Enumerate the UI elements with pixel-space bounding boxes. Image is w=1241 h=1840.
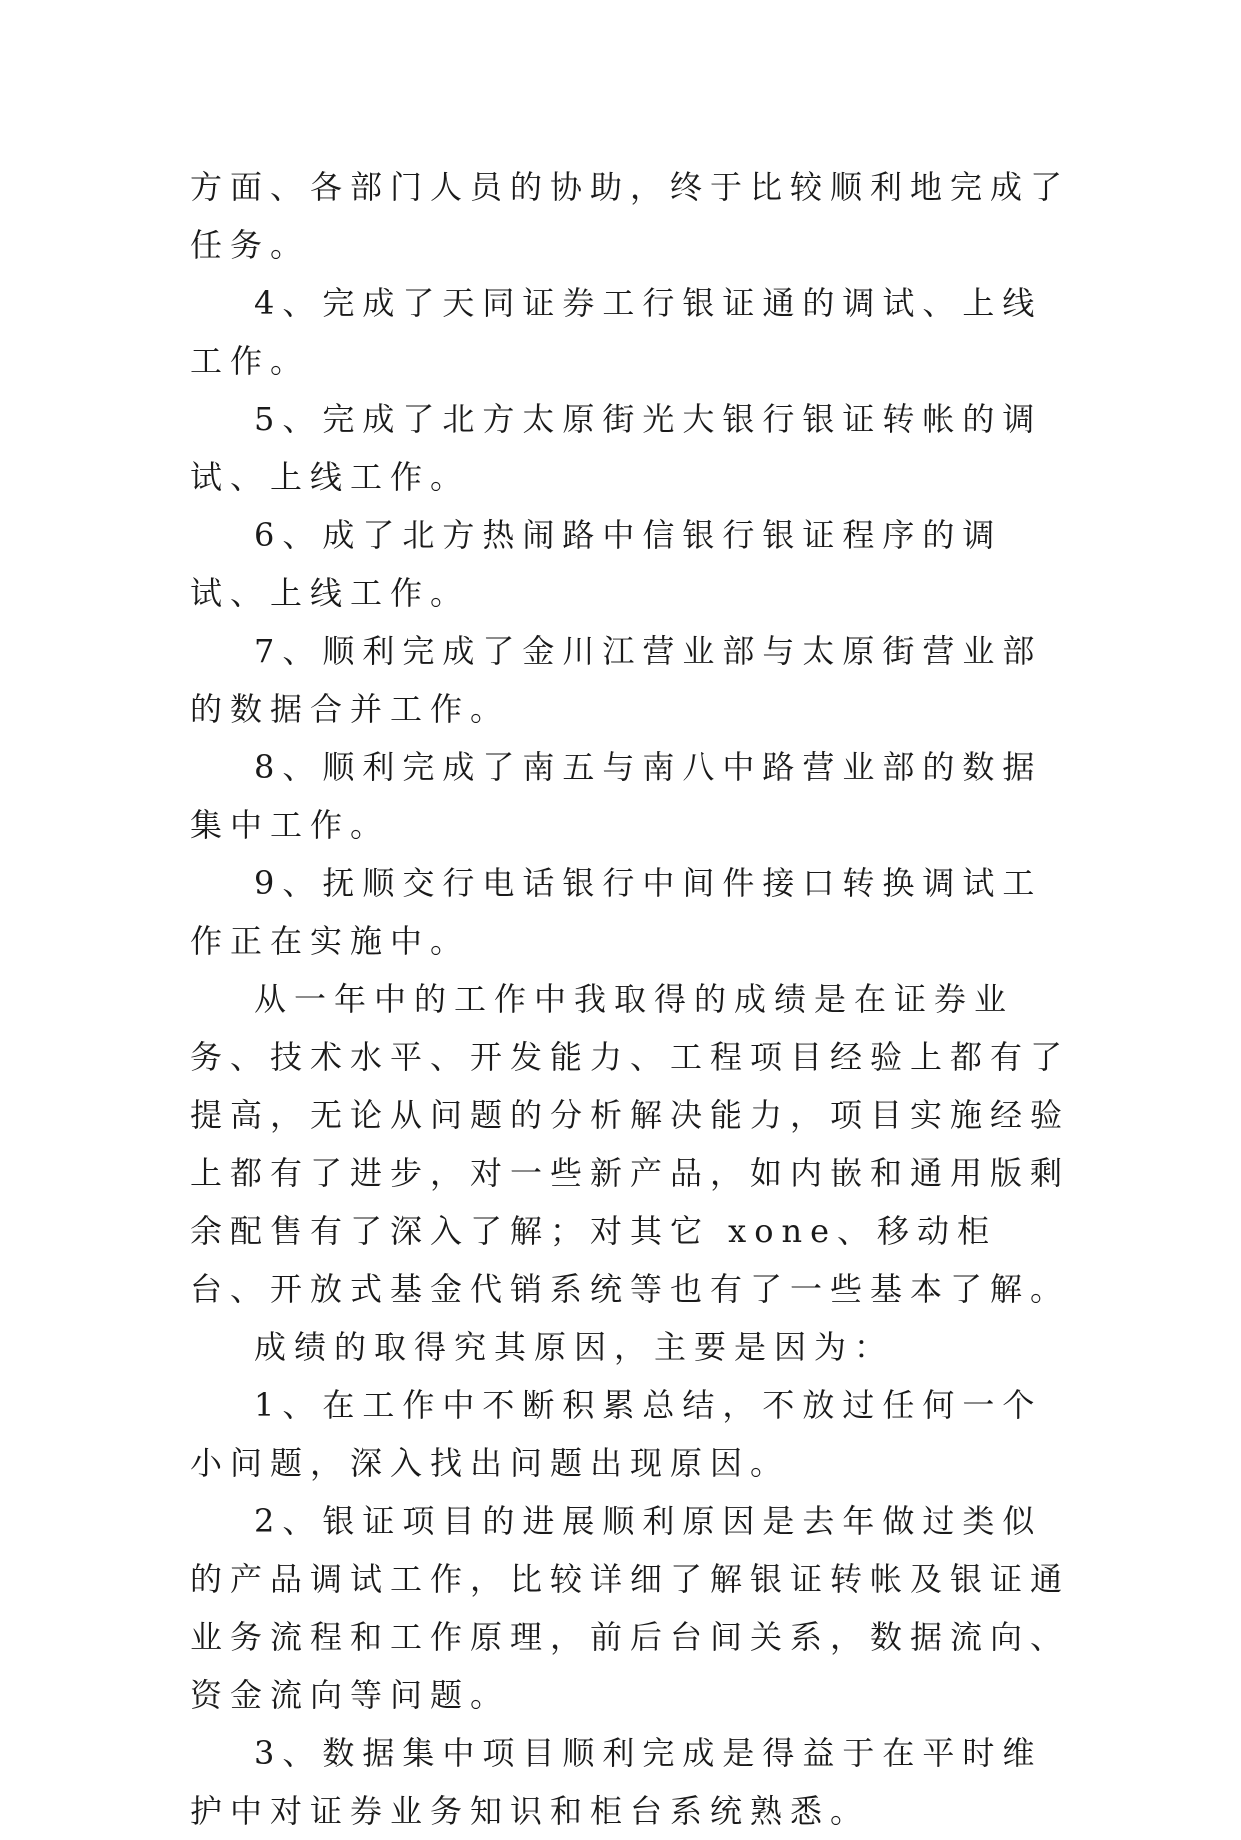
paragraph-reasons-intro: 成绩的取得究其原因，主要是因为： — [254, 1328, 895, 1366]
paragraph-reason-3: 3、数据集中项目顺利完成是得益于在平时维护中对证券业务知识和柜台系统熟悉。 — [190, 1734, 1043, 1830]
document-body — [190, 158, 1070, 1840]
paragraph-item-8: 8、顺利完成了南五与南八中路营业部的数据集中工作。 — [190, 748, 1043, 844]
paragraph-achievements: 从一年中的工作中我取得的成绩是在证券业务、技术水平、开发能力、工程项目经验上都有了提高，无论从问题的分析解决能力，项目实施经验上都有了进步，对一些新产品，如内嵌和通用版剩余配售有了深入了解；对其它 xone、移动柜台、开放式基金代销系统等也有了一些基本了解。 — [190, 980, 1071, 1308]
paragraph-item-4: 4、完成了天同证券工行银证通的调试、上线工作。 — [190, 284, 1043, 380]
paragraph-item-6: 6、成了北方热闹路中信银行银证程序的调试、上线工作。 — [190, 516, 1003, 612]
paragraph-reason-2: 2、银证项目的进展顺利原因是去年做过类似的产品调试工作，比较详细了解银证转帐及银证通业务流程和工作原理，前后台间关系，数据流向、资金流向等问题。 — [190, 1502, 1071, 1714]
paragraph-item-5: 5、完成了北方太原街光大银行银证转帐的调试、上线工作。 — [190, 400, 1043, 496]
paragraph-continuation: 方面、各部门人员的协助，终于比较顺利地完成了任务。 — [190, 168, 1071, 264]
paragraph-reason-1: 1、在工作中不断积累总结，不放过任何一个小问题，深入找出问题出现原因。 — [190, 1386, 1043, 1482]
paragraph-item-9: 9、抚顺交行电话银行中间件接口转换调试工作正在实施中。 — [190, 864, 1043, 960]
paragraph-item-7: 7、顺利完成了金川江营业部与太原街营业部的数据合并工作。 — [190, 632, 1043, 728]
